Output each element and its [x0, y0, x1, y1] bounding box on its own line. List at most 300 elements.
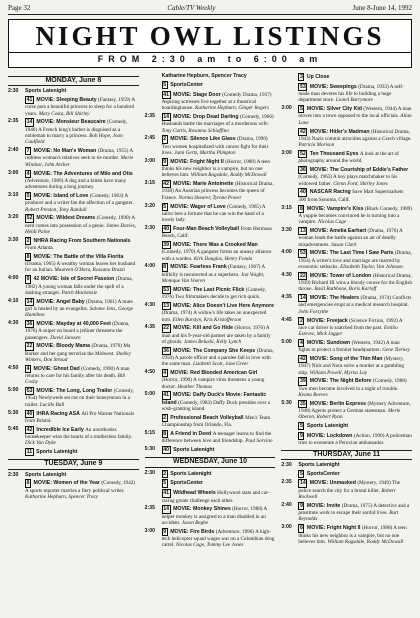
program-description: From Hermosa Beach, Calif.: [161, 225, 272, 240]
program-info: [25, 365, 139, 386]
program-info: [162, 391, 276, 412]
listing-column: [145, 73, 276, 618]
channel-badge: 14: [26, 119, 33, 126]
channel-badge: 3: [299, 74, 303, 80]
program-title: MOVIE: The Healers: [309, 295, 360, 302]
air-time: 3:00: [8, 169, 19, 176]
program-description: (Black Comedy, 1989) A yuppie becomes convinced he is turning into a vampire.: [298, 205, 412, 226]
channel-badge: 42: [299, 128, 306, 135]
program-description: (Mystery, 1949) The police search the city for a brutal killer.: [298, 480, 400, 494]
channel-badge: 41: [163, 392, 170, 399]
channel-badge: 41: [26, 97, 33, 104]
listing-entry: [145, 347, 276, 368]
program-info: [162, 91, 276, 112]
listing-entry: [8, 342, 139, 363]
program-cast: Gene Tierney: [382, 347, 411, 354]
listing-entry: [145, 286, 276, 301]
listing-column: [281, 73, 412, 618]
program-title: A Friend in Deed: [170, 430, 212, 437]
program-description: (Comedy Drama, 1937) Aspiring actresses live together at a theatrical boardinghouse.: [161, 91, 272, 112]
program-title: Sports Latenight: [36, 449, 78, 456]
program-cast: Jon Voight, Monique Van Vooren: [161, 271, 265, 285]
program-description: (Horror, 1988) A helper monkey is assigned to a man disabled in an accident.: [161, 506, 268, 526]
program-description: (Science Fiction, 1992) A race car driver is snatched from the past.: [298, 317, 403, 331]
page-header: [8, 4, 412, 15]
program-title: Incredible Ice Early: [36, 426, 84, 433]
program-info: [298, 470, 412, 478]
listing-entry: [281, 73, 412, 81]
program-cast: Merle Oberon, Robert Ryan: [298, 408, 401, 421]
listing-entry: [281, 502, 412, 523]
program-info: [25, 479, 139, 500]
program-info: [162, 225, 276, 240]
program-title: MOVIE: The Adventures of Milo and Otis: [33, 170, 133, 177]
program-title: MOVIE: Lockdown: [306, 432, 353, 439]
program-description: (Drama, 1974) Conflicts and emergencies erupt at a medical research hospital.: [298, 295, 412, 309]
channel-badge: 36: [299, 167, 306, 174]
program-title: SportsCenter: [306, 470, 340, 477]
listing-entry: [281, 83, 412, 104]
program-cast: James Belushi, Kelly Lynch: [183, 338, 242, 345]
listing-entry: [145, 470, 276, 478]
listing-entry: [145, 113, 276, 134]
listing-entry: [8, 448, 139, 456]
listing-entry: [281, 524, 412, 545]
program-title: MOVIE: Fright Night II: [306, 525, 361, 532]
program-description: All Pro Warner Nationals from Bristol.: [25, 410, 134, 424]
air-time: 2:40: [8, 147, 19, 154]
air-time: 4:30: [281, 271, 292, 278]
program-info: [25, 448, 139, 456]
air-time: [145, 414, 162, 429]
channel-badge: 11: [26, 449, 33, 456]
program-info: [162, 81, 276, 89]
air-time: 5:30: [281, 399, 292, 406]
program-info: [298, 166, 412, 187]
channel-badge: 5: [163, 480, 167, 487]
listing-entry: [8, 365, 139, 386]
program-cast: John Forsythe: [298, 308, 329, 315]
program-info: [298, 227, 412, 248]
program-info: [298, 150, 412, 165]
air-time: [145, 91, 162, 112]
program-title: MOVIE: Berlin Express: [309, 400, 366, 407]
listing-entry: [281, 205, 412, 226]
channel-badge: 14: [299, 295, 306, 302]
program-info: [25, 387, 139, 408]
air-time: 3:00: [281, 524, 292, 531]
air-time: 4:00: [281, 249, 292, 256]
program-description: (Adventure, 1990) A high-tech helicopter squad wages war on a Colombian drug cartel.: [161, 528, 275, 549]
program-info: [298, 188, 412, 203]
air-time: 3:00: [281, 149, 292, 156]
channel-badge: 8: [26, 253, 30, 260]
program-description: (Drama, 1965) A wealthy woman leaves her husband for an Italian.: [25, 261, 136, 274]
program-info: [25, 96, 139, 117]
day-heading: TUESDAY, June 9: [8, 459, 139, 469]
program-info: [298, 83, 412, 104]
program-title: MOVIE: Sundown: [306, 339, 351, 346]
program-title: MOVIE: The Last Time I Saw Paris: [309, 250, 394, 257]
listing-entry: [145, 528, 276, 549]
air-time: 2:30: [8, 88, 19, 95]
air-time: 5:00: [144, 391, 156, 398]
program-info: [162, 180, 276, 201]
air-time: 3:30: [8, 236, 19, 243]
air-time: [145, 81, 162, 89]
channel-badge: 40: [299, 189, 306, 196]
program-info: [162, 203, 276, 224]
air-time: 2:30: [281, 461, 292, 468]
program-cast: William Ragsdale, Roddy McDowall: [327, 538, 404, 545]
program-title: Sports Latenight: [25, 471, 67, 478]
program-title: MOVIE: The Battle of the Villa Fiorita: [33, 253, 124, 260]
program-title: MOVIE: The Long, Long Trailer: [36, 388, 113, 395]
channel-badge: 39: [163, 242, 170, 249]
air-time: [145, 286, 162, 301]
channel-badge: 40: [163, 225, 170, 232]
program-info: [162, 369, 276, 390]
program-cast: Bob Hope, Joan Caulfield: [25, 133, 123, 146]
program-info: [25, 170, 139, 191]
air-time: 2:35: [144, 112, 156, 119]
listing-entry: [281, 188, 412, 203]
air-time: 4:50: [144, 369, 156, 376]
program-info: [162, 489, 276, 504]
program-title: MOVIE: Wildest Dreams: [36, 215, 96, 222]
channel-badge: 22: [299, 272, 306, 279]
program-title: MOVIE: Invite: [306, 502, 341, 509]
air-time: [145, 241, 162, 262]
channel-badge: 36: [26, 321, 33, 327]
program-title: Katharine Hepburn, Spencer Tracy: [161, 73, 247, 79]
program-cast: Jason Beghe: [181, 519, 209, 526]
program-description: (Drama, 1950) A parole officer and a parolee fall in love with the same man.: [161, 347, 274, 368]
program-cast: Katharine Hepburn, Ginger Rogers: [194, 105, 270, 112]
program-description: (Fantasy, 1959) A curse puts a beautiful princess to sleep for a hundred years.: [25, 97, 135, 117]
channel-badge: 53: [299, 83, 306, 90]
listing-entry: [281, 377, 412, 398]
listing-entry: [281, 422, 412, 430]
channel-badge: 2: [163, 414, 167, 421]
program-title: Ten Thousand Eyes: [309, 150, 359, 157]
program-cast: Jami Gertz, Martha Plimpton: [174, 149, 236, 156]
program-info: [162, 286, 276, 301]
listing-entry: [8, 118, 139, 145]
channel-badge: 13: [299, 227, 306, 234]
listing-entry: [8, 237, 139, 252]
program-cast: Lionel Barrymore: [335, 97, 373, 104]
program-title: Sports Latenight: [170, 470, 212, 477]
program-info: [25, 472, 139, 478]
channel-badge: 5: [299, 106, 303, 113]
program-cast: Basil Rathbone, Boris Karloff: [314, 286, 377, 293]
air-time: [281, 83, 298, 104]
program-info: [162, 505, 276, 526]
listing-entry: [281, 166, 412, 187]
air-time: [8, 448, 25, 456]
program-description: (Drama, 1990) Two women hospitalized with cancer fight for their lives.: [161, 136, 269, 156]
channel-badge: 40: [163, 447, 170, 454]
program-cast: William Ragsdale, Roddy McDowall: [190, 172, 267, 179]
channel-badge: 4: [26, 170, 30, 177]
air-time: 3:20: [144, 202, 156, 209]
program-info: [298, 294, 412, 315]
program-info: [162, 347, 276, 368]
program-description: (Comedy, 1990) A man returns to care for his family after his death.: [25, 365, 130, 380]
channel-badge: 52: [299, 150, 306, 157]
program-info: [298, 479, 412, 500]
program-cast: Norma Shearer, Tyrone Power: [178, 194, 242, 201]
channel-badge: 2: [299, 317, 303, 324]
listing-entry: [281, 432, 412, 447]
program-description: (Historical Drama, 1943) Nazis commit atrocities against a Czech village.: [298, 128, 412, 142]
publication-name: Cable/TV Weekly: [167, 4, 216, 12]
listing-entry: [8, 275, 139, 296]
program-cast: Allan Lane: [298, 113, 412, 126]
listing-column: [8, 73, 139, 618]
air-time: [145, 489, 162, 504]
program-cast: Lizabeth Scott, Jane Greer: [192, 361, 249, 368]
listing-entry: [145, 241, 276, 262]
program-description: (Comedy, 1963) A boy plays matchmaker to his widowed father.: [298, 174, 398, 187]
program-cast: Dick Van Dyke: [25, 440, 56, 447]
program-description: (Drama, 1974) A widow's life takes an unexpected turn.: [161, 310, 267, 323]
air-time: 4:35: [281, 294, 292, 301]
program-description: (Comedy, 1970) A gangster forms an uneasy alliance with a warden.: [161, 249, 272, 262]
program-description: A teenager learns to find the difference between love and friendship.: [161, 430, 272, 445]
listing-entry: [145, 91, 276, 112]
channel-badge: 5: [163, 203, 167, 210]
program-title: SportsCenter: [170, 81, 204, 88]
channel-badge: 2: [163, 470, 167, 477]
program-info: [298, 462, 412, 468]
program-info: [298, 128, 412, 149]
program-title: MOVIE: The Night Before: [309, 378, 372, 385]
program-title: MOVIE: Island of Love: [33, 192, 89, 199]
program-cast: David Janssen: [50, 334, 81, 341]
program-description: (Drama, 1961) A mute girl is healed by an evangelist.: [25, 298, 133, 312]
listing-entry: [145, 324, 276, 345]
program-info: [25, 118, 139, 145]
program-title: MOVIE: Bloody Mama: [36, 343, 91, 350]
channel-badge: 2: [26, 237, 30, 244]
channel-badge: 42: [299, 355, 306, 362]
channel-badge: 42: [26, 426, 33, 433]
channel-badge: 5: [163, 81, 167, 88]
air-time: [281, 166, 298, 187]
program-info: [298, 205, 412, 226]
listing-entry: [145, 203, 276, 224]
program-description: (Comedy, 1990) A nerd comes into possession of a genie.: [25, 215, 135, 229]
listing-entry: [145, 263, 276, 284]
listing-entry: [145, 505, 276, 526]
channel-badge: 6: [299, 525, 303, 532]
program-description: (Comedy, 1983) Daffy Duck presides over a wish-granting island.: [161, 399, 271, 413]
program-description: (Drama, 1975) A detective and a prostitute work to escape their sordid lives.: [298, 502, 410, 517]
program-title: MOVIE: The Company She Keeps: [173, 347, 256, 354]
program-title: Wildhead Wheels: [173, 490, 216, 497]
air-time: [281, 188, 298, 203]
listing-entry: [8, 88, 139, 94]
program-info: [162, 263, 276, 284]
program-description: (Comedy, 1976) Two filmmakers decide to get rich quick.: [161, 286, 267, 301]
program-cast: Katharine Hepburn, Spencer Tracy: [25, 494, 99, 501]
program-title: MOVIE: The Last Picnic Flick: [173, 286, 245, 293]
program-info: [25, 298, 139, 319]
air-time: 5:30: [144, 446, 156, 453]
air-time: 4:00: [144, 263, 156, 270]
air-time: 3:00: [281, 105, 292, 112]
program-cast: Ellen Burstyn, Kris Kristofferson: [172, 316, 242, 323]
channel-badge: 9: [299, 502, 303, 509]
program-title: MOVIE: Daffy Duck's Movie: Fantastic Island: [161, 392, 267, 406]
listing-entry: [145, 73, 276, 79]
program-cast: Emilio Estevez, Mick Jagger: [298, 324, 398, 338]
channel-badge: 53: [163, 286, 170, 293]
air-time: 3:15: [144, 180, 156, 187]
listing-entry: [281, 479, 412, 500]
program-description: (Drama, 1933) A self-made man devotes his life to building a huge department store.: [298, 83, 404, 104]
channel-badge: 6: [26, 480, 30, 487]
program-title: MOVIE: Drop Dead Darling: [173, 113, 239, 120]
channel-badge: 8: [299, 205, 303, 212]
air-time: [145, 479, 162, 487]
air-time: [8, 342, 25, 363]
program-cast: Salome Jens, George Hamilton: [25, 305, 134, 319]
listing-entry: [8, 387, 139, 408]
program-title: MOVIE: Stage Door: [173, 91, 221, 98]
program-info: [298, 524, 412, 545]
listing-entry: [8, 170, 139, 191]
program-title: MOVIE: Wager of Love: [170, 203, 226, 210]
air-time: [8, 479, 25, 500]
air-time: 4:30: [144, 301, 156, 308]
listing-entry: [281, 272, 412, 293]
program-cast: Robert Rockwell: [298, 487, 396, 501]
program-description: (Western, 1944) A man moves into a town opposed to the local officials.: [298, 106, 412, 120]
air-time: 5:15: [144, 429, 156, 436]
program-title: 42 MOVIE: Isle of Secret Passion: [33, 276, 115, 283]
page-number: Page 32: [8, 4, 31, 12]
program-title: Up Close: [306, 74, 330, 80]
day-heading: THURSDAY, June 11: [281, 450, 412, 460]
air-time: 2:40: [281, 501, 292, 508]
program-description: (Mystery, 1947) Nick and Nora solve a murder at a gambling ship.: [298, 355, 404, 376]
program-cast: Patch Mackenzie: [61, 289, 98, 296]
air-time: 2:35: [8, 118, 19, 125]
program-title: MOVIE: Monkey Shines: [173, 506, 231, 513]
program-description: (Comedy, 1946) A French king's barber is disguised as a nobleman to marry a princess.: [25, 119, 128, 140]
channel-badge: 9: [163, 158, 167, 165]
air-time: [281, 432, 298, 447]
channel-badge: 4: [26, 365, 30, 372]
air-time: [281, 128, 298, 149]
listing-entry: [8, 472, 139, 478]
program-cast: Robert Preston, Tony Randall: [25, 206, 87, 213]
channel-badge: 41: [163, 91, 170, 98]
program-description: (Action, 1990) A policeman tries to exonerate a Peruvian ambassador.: [298, 432, 412, 447]
program-title: Sports Latenight: [306, 423, 349, 430]
program-info: [162, 430, 276, 445]
listing-entry: [8, 320, 139, 341]
program-info: [298, 272, 412, 293]
channel-badge: 8: [163, 264, 167, 271]
program-cast: Nicolas Cage, Tommy Lee Jones: [175, 542, 244, 549]
program-description: (Drama, 1982) A young woman falls under the spell of a dashing stranger.: [25, 276, 133, 296]
program-cast: Shelley Winters, Don Stroud: [25, 350, 131, 363]
listing-entry: [8, 426, 139, 447]
program-info: [25, 214, 139, 235]
listing-entry: [145, 225, 276, 240]
air-time: 2:35: [281, 479, 292, 486]
program-info: [25, 253, 139, 274]
program-title: Sports Latenight: [25, 88, 67, 95]
program-description: (Drama, 1976) A sniper on board a jetliner threatens the passengers.: [25, 321, 130, 341]
program-info: [25, 192, 139, 213]
channel-badge: 53: [26, 388, 33, 395]
program-title: MOVIE: The Courtship of Eddie's Father: [309, 167, 409, 174]
listing-entry: [145, 369, 276, 390]
program-title: MOVIE: Marie Antoinette: [173, 181, 234, 188]
program-description: (Fantasy, 1967) A hillbilly is resurrected as a superhero.: [161, 264, 265, 278]
listing-entry: [281, 294, 412, 315]
channel-badge: 14: [299, 480, 306, 487]
program-info: [298, 355, 412, 376]
listing-title: NIGHT OWL LISTINGS: [35, 21, 385, 51]
channel-badge: 14: [163, 113, 170, 120]
listing-entry: [8, 96, 139, 117]
program-info: [162, 135, 276, 156]
program-title: MOVIE: Angel Baby: [36, 298, 85, 305]
channel-badge: 14: [163, 506, 170, 513]
program-description: Save Mart Supermarkets 300 from Sonoma, Calif.: [298, 189, 404, 203]
air-time: 5:00: [8, 387, 19, 394]
air-time: [281, 470, 298, 478]
listing-entry: [281, 249, 412, 270]
listing-entry: [145, 489, 276, 504]
program-description: (Drama, 1954) A writer's love and marriage are marred by economic setbacks.: [298, 250, 412, 270]
program-description: (Historical Drama, 1938) An Austrian princess becomes the queen of France.: [161, 181, 274, 201]
program-title: NHRA Racing From Southern Nationals: [33, 237, 131, 244]
program-title: Sports Latenight: [298, 461, 340, 468]
air-time: 3:30: [281, 226, 292, 233]
listing-entry: [8, 298, 139, 319]
program-title: MOVIE: Fire Birds: [170, 528, 215, 535]
listing-entry: [281, 470, 412, 478]
program-description: (Adventure, 1989) A dog and a kitten have many adventures during a long journey.: [25, 177, 127, 191]
program-title: MOVIE: No Man's Woman: [33, 148, 97, 155]
program-info: [25, 275, 139, 296]
channel-badge: 39: [299, 378, 306, 385]
channel-badge: 8: [163, 430, 167, 437]
channel-badge: 22: [163, 325, 170, 332]
program-cast: William Powell, Myrna Loy: [309, 369, 368, 376]
channel-badge: 9: [26, 276, 30, 283]
program-cast: Susan Clark: [331, 241, 357, 248]
program-cast: Heather Thomas: [177, 383, 213, 390]
listing-entry: [281, 150, 412, 165]
air-time: [281, 377, 298, 398]
listing-entry: [145, 158, 276, 179]
program-info: [298, 432, 412, 447]
program-info: [162, 241, 276, 262]
listing-entry: [281, 339, 412, 354]
program-cast: Lucille Ball: [39, 401, 65, 408]
program-title: MOVIE: Unmasked: [309, 480, 356, 487]
program-description: (Horror, 1988) A teen thinks his new neighbor is a vampire, but no one believes him.: [298, 525, 407, 545]
program-description: (Horror, 1976) A man and his 9-year-old partner are taken by a family of ghouls.: [161, 325, 271, 345]
